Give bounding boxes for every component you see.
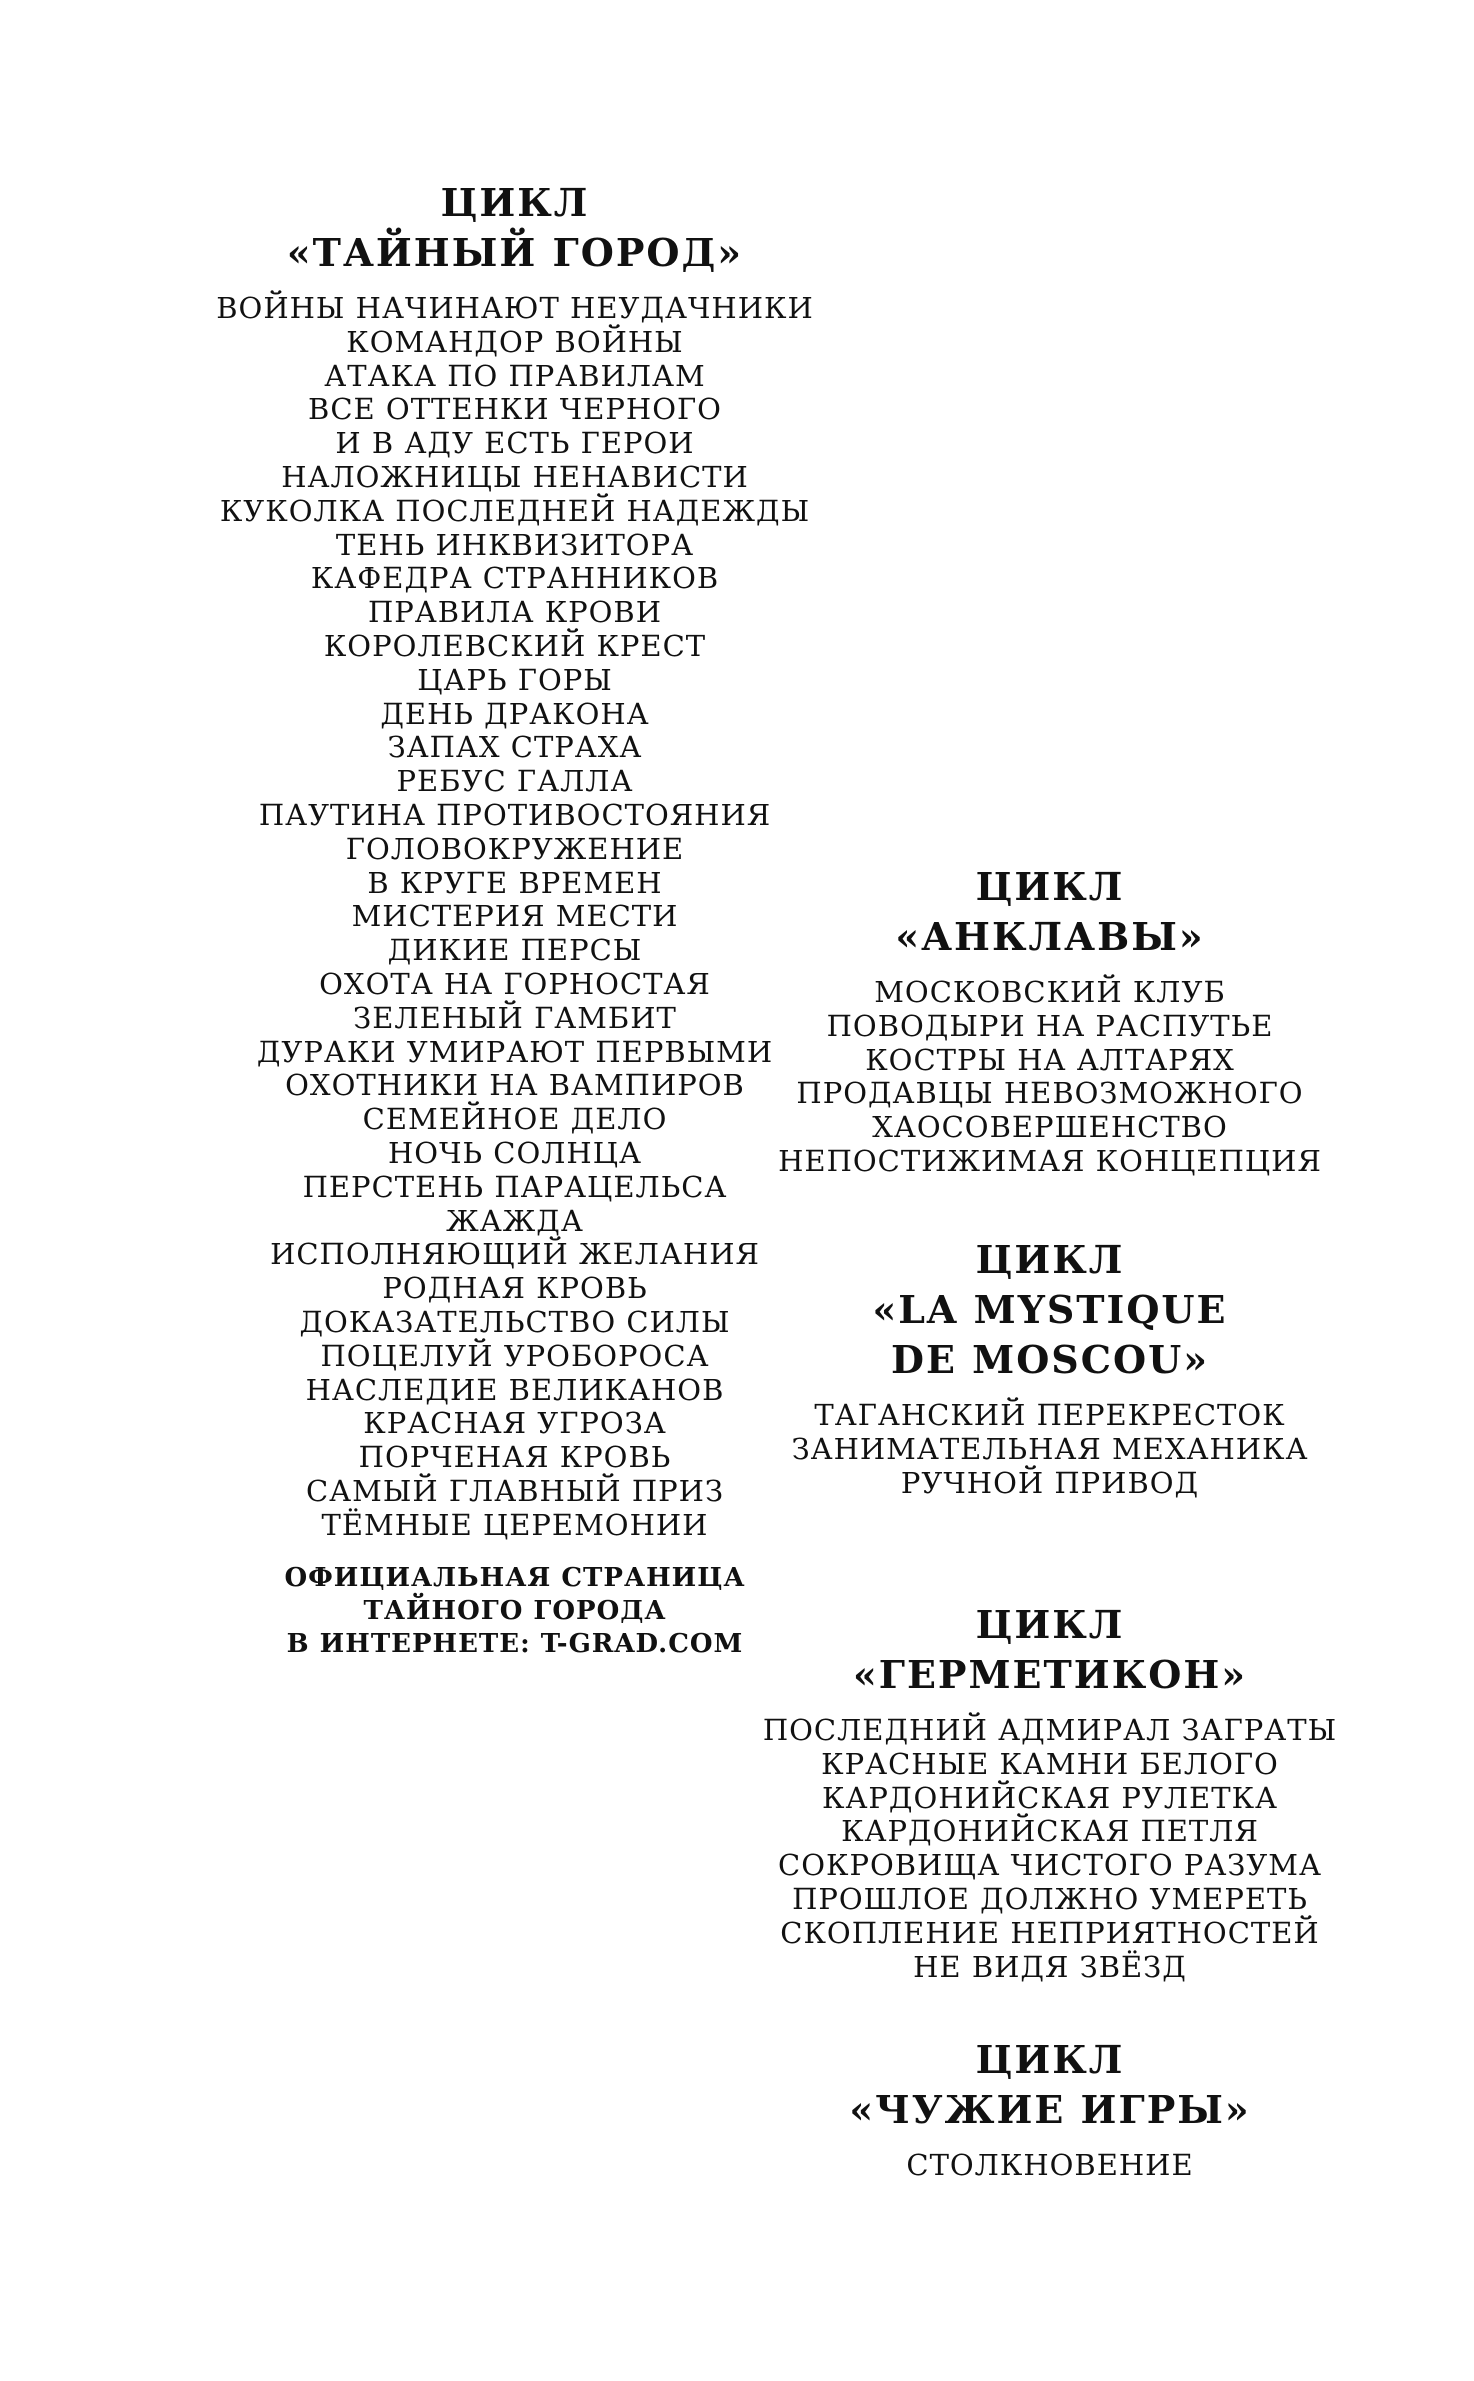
- series-label: ЦИКЛ: [975, 864, 1125, 909]
- list-item: ТАГАНСКИЙ ПЕРЕКРЕСТОК: [814, 1398, 1286, 1432]
- series-title: «АНКЛАВЫ»: [895, 914, 1205, 959]
- list-item: ЗАПАХ СТРАХА: [387, 730, 643, 765]
- list-item: КАРДОНИЙСКАЯ РУЛЕТКА: [822, 1780, 1278, 1815]
- list-item: ИСПОЛНЯЮЩИЙ ЖЕЛАНИЯ: [270, 1237, 760, 1272]
- list-item: КРАСНЫЕ КАМНИ БЕЛОГО: [821, 1746, 1279, 1781]
- series-label: ЦИКЛ: [975, 1602, 1125, 1647]
- list-item: НАЛОЖНИЦЫ НЕНАВИСТИ: [281, 459, 749, 494]
- series-la-mystique-de-moscou: [760, 1235, 1340, 1500]
- list-item: ВСЕ ОТТЕНКИ ЧЕРНОГО: [308, 392, 722, 427]
- book-list: [760, 1714, 1340, 1984]
- list-item: В КРУГЕ ВРЕМЕН: [367, 865, 663, 900]
- series-title: «ЧУЖИЕ ИГРЫ»: [849, 2087, 1251, 2132]
- list-item: ПОЦЕЛУЙ УРОБОРОСА: [320, 1338, 710, 1373]
- list-item: И В АДУ ЕСТЬ ГЕРОИ: [335, 426, 695, 461]
- list-item: СОКРОВИЩА ЧИСТОГО РАЗУМА: [778, 1848, 1322, 1883]
- series-title: «ГЕРМЕТИКОН»: [852, 1652, 1248, 1697]
- list-item: САМЫЙ ГЛАВНЫЙ ПРИЗ: [305, 1473, 725, 1508]
- list-item: ПЕРСТЕНЬ ПАРАЦЕЛЬСА: [302, 1169, 728, 1204]
- list-item: ОХОТНИКИ НА ВАМПИРОВ: [285, 1068, 745, 1103]
- book-list: [760, 2149, 1340, 2183]
- list-item: КУКОЛКА ПОСЛЕДНЕЙ НАДЕЖДЫ: [219, 493, 811, 528]
- list-item: КАФЕДРА СТРАННИКОВ: [310, 561, 720, 596]
- list-item: РОДНАЯ КРОВЬ: [382, 1271, 648, 1306]
- series-title: «LA MYSTIQUE: [872, 1287, 1228, 1332]
- list-item: ОХОТА НА ГОРНОСТАЯ: [319, 966, 711, 1001]
- list-item: ДОКАЗАТЕЛЬСТВО СИЛЫ: [299, 1304, 731, 1339]
- series-title: «ТАЙНЫЙ ГОРОД»: [286, 230, 744, 275]
- list-item: ДЕНЬ ДРАКОНА: [380, 696, 650, 731]
- series-germetikon: [760, 1600, 1340, 1984]
- list-item: НЕ ВИДЯ ЗВЁЗД: [913, 1949, 1187, 1984]
- list-item: ПРОШЛОЕ ДОЛЖНО УМЕРЕТЬ: [792, 1881, 1308, 1916]
- list-item: АТАКА ПО ПРАВИЛАМ: [324, 358, 706, 393]
- list-item: ВОЙНЫ НАЧИНАЮТ НЕУДАЧНИКИ: [216, 291, 814, 325]
- list-item: МОСКОВСКИЙ КЛУБ: [874, 975, 1226, 1009]
- list-item: ПРАВИЛА КРОВИ: [367, 595, 663, 630]
- list-item: ГОЛОВОКРУЖЕНИЕ: [345, 831, 685, 866]
- list-item: ЗАНИМАТЕЛЬНАЯ МЕХАНИКА: [791, 1431, 1309, 1466]
- book-list: [760, 1399, 1340, 1500]
- list-item: СТОЛКНОВЕНИЕ: [906, 2148, 1194, 2182]
- list-item: ПОСЛЕДНИЙ АДМИРАЛ ЗАГРАТЫ: [762, 1713, 1338, 1747]
- list-item: ЦАРЬ ГОРЫ: [417, 662, 613, 697]
- list-item: КОСТРЫ НА АЛТАРЯХ: [865, 1042, 1235, 1077]
- list-item: СКОПЛЕНИЕ НЕПРИЯТНОСТЕЙ: [780, 1915, 1320, 1950]
- series-chuzhie-igry: [760, 2035, 1340, 2183]
- list-item: ТЕНЬ ИНКВИЗИТОРА: [335, 527, 695, 562]
- list-item: ХАОСОВЕРШЕНСТВО: [872, 1110, 1228, 1145]
- series-enklavy: [760, 862, 1340, 1179]
- list-item: НАСЛЕДИЕ ВЕЛИКАНОВ: [305, 1372, 725, 1407]
- official-page-line: ОФИЦИАЛЬНАЯ СТРАНИЦА: [284, 1563, 746, 1594]
- official-page-note: [180, 1562, 850, 1661]
- list-item: СЕМЕЙНОЕ ДЕЛО: [362, 1102, 668, 1137]
- list-item: ТЁМНЫЕ ЦЕРЕМОНИИ: [321, 1507, 709, 1542]
- series-title: DE MOSCOU»: [891, 1337, 1209, 1382]
- list-item: ПОРЧЕНАЯ КРОВЬ: [358, 1440, 672, 1475]
- official-page-line: В ИНТЕРНЕТЕ: T-GRAD.COM: [286, 1629, 744, 1660]
- book-list: [180, 292, 850, 1542]
- list-item: ДИКИЕ ПЕРСЫ: [387, 933, 643, 968]
- book-list: [760, 976, 1340, 1179]
- list-item: КОРОЛЕВСКИЙ КРЕСТ: [323, 628, 707, 663]
- list-item: НЕПОСТИЖИМАЯ КОНЦЕПЦИЯ: [778, 1143, 1322, 1178]
- series-tainyi-gorod: [180, 178, 850, 1661]
- series-label: ЦИКЛ: [440, 180, 590, 225]
- official-page-line: ТАЙНОГО ГОРОДА: [363, 1596, 667, 1627]
- list-item: МИСТЕРИЯ МЕСТИ: [351, 899, 679, 934]
- list-item: ПАУТИНА ПРОТИВОСТОЯНИЯ: [258, 797, 772, 832]
- list-item: ПРОДАВЦЫ НЕВОЗМОЖНОГО: [796, 1076, 1304, 1111]
- series-label: ЦИКЛ: [975, 2037, 1125, 2082]
- list-item: ДУРАКИ УМИРАЮТ ПЕРВЫМИ: [256, 1034, 774, 1069]
- list-item: РУЧНОЙ ПРИВОД: [900, 1465, 1200, 1500]
- list-item: ЖАЖДА: [446, 1203, 584, 1238]
- list-item: КРАСНАЯ УГРОЗА: [363, 1406, 667, 1441]
- series-label: ЦИКЛ: [975, 1237, 1125, 1282]
- list-item: ПОВОДЫРИ НА РАСПУТЬЕ: [826, 1008, 1274, 1043]
- list-item: НОЧЬ СОЛНЦА: [388, 1135, 642, 1170]
- list-item: ЗЕЛЕНЫЙ ГАМБИТ: [353, 1000, 677, 1035]
- list-item: КАРДОНИЙСКАЯ ПЕТЛЯ: [841, 1814, 1259, 1849]
- list-item: РЕБУС ГАЛЛА: [396, 764, 634, 799]
- list-item: КОМАНДОР ВОЙНЫ: [346, 324, 684, 359]
